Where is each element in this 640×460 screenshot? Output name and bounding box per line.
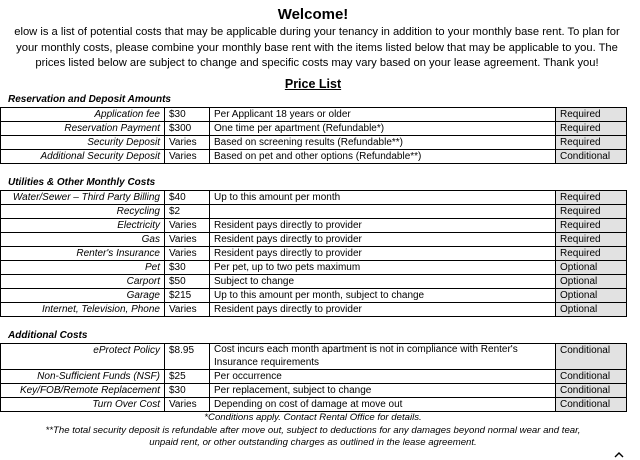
cost-price: $2 <box>165 205 210 219</box>
cost-status: Required <box>556 247 627 261</box>
cost-description: Resident pays directly to provider <box>210 303 556 317</box>
cost-description: Per pet, up to two pets maximum <box>210 261 556 275</box>
cost-description: Based on pet and other options (Refundable**) <box>210 150 556 164</box>
cost-status: Conditional <box>556 370 627 384</box>
table-row <box>1 261 627 275</box>
cost-status: Required <box>556 136 627 150</box>
table-row <box>1 398 627 412</box>
cost-name: Garage <box>1 289 165 303</box>
cost-status: Optional <box>556 275 627 289</box>
cost-price: Varies <box>165 150 210 164</box>
footnote-deposit-cont: unpaid rent, or other outstanding charges as outlined in the lease agreement. <box>149 437 477 448</box>
table-row <box>1 150 627 164</box>
price-list-heading: Price List <box>284 77 342 91</box>
cost-description: Up to this amount per month, subject to change <box>210 289 556 303</box>
cost-status: Required <box>556 205 627 219</box>
cost-description: Per occurrence <box>210 370 556 384</box>
cost-description: Resident pays directly to provider <box>210 219 556 233</box>
table-row <box>1 233 627 247</box>
cost-status: Conditional <box>556 398 627 412</box>
cost-name: Key/FOB/Remote Replacement <box>1 384 165 398</box>
table-row <box>1 303 627 317</box>
price-table <box>0 190 627 317</box>
cost-status: Required <box>556 191 627 205</box>
cost-name: Non-Sufficient Funds (NSF) <box>1 370 165 384</box>
cost-name: Gas <box>1 233 165 247</box>
table-row <box>1 205 627 219</box>
cost-price: $215 <box>165 289 210 303</box>
cost-price: $25 <box>165 370 210 384</box>
table-row <box>1 247 627 261</box>
cost-description: Resident pays directly to provider <box>210 233 556 247</box>
cost-status: Required <box>556 219 627 233</box>
footnote-deposit: **The total security deposit is refundable after move out, subject to deductions for any damages beyond normal wear and tear, <box>45 424 581 436</box>
cost-status: Optional <box>556 303 627 317</box>
cost-description: Based on screening results (Refundable**) <box>210 136 556 150</box>
table-row <box>1 122 627 136</box>
cost-price: Varies <box>165 136 210 150</box>
cost-status: Conditional <box>556 150 627 164</box>
cost-status: Optional <box>556 289 627 303</box>
cost-description: Depending on cost of damage at move out <box>210 398 556 412</box>
cost-price: Varies <box>165 303 210 317</box>
cost-price: $30 <box>165 108 210 122</box>
cost-price: $300 <box>165 122 210 136</box>
cost-name: Renter's Insurance <box>1 247 165 261</box>
cost-price: $40 <box>165 191 210 205</box>
cost-description: Cost incurs each month apartment is not in compliance with Renter's Insurance requirements <box>210 344 556 370</box>
footnote-conditions: *Conditions apply. Contact Rental Office for details. <box>204 412 422 423</box>
cost-name: Pet <box>1 261 165 275</box>
section-title: Reservation and Deposit Amounts <box>8 94 171 105</box>
cost-description: Up to this amount per month <box>210 191 556 205</box>
cost-name: Electricity <box>1 219 165 233</box>
cost-name: Turn Over Cost <box>1 398 165 412</box>
table-row <box>1 370 627 384</box>
cost-description: Per replacement, subject to change <box>210 384 556 398</box>
cost-status: Optional <box>556 261 627 275</box>
table-row <box>1 108 627 122</box>
intro-line: prices listed below are subject to change and specific costs may vary based on your lease agreement. Thank you! <box>35 57 599 69</box>
footnotes <box>0 412 626 450</box>
intro-paragraph <box>0 25 640 72</box>
price-table <box>0 107 627 164</box>
cost-name: Application fee <box>1 108 165 122</box>
cost-description <box>210 205 556 219</box>
table-row <box>1 384 627 398</box>
cost-name: eProtect Policy <box>1 344 165 370</box>
cost-description: One time per apartment (Refundable*) <box>210 122 556 136</box>
cost-name: Carport <box>1 275 165 289</box>
cost-name: Recycling <box>1 205 165 219</box>
table-row <box>1 275 627 289</box>
cost-price: Varies <box>165 398 210 412</box>
table-row <box>1 289 627 303</box>
cost-description: Per Applicant 18 years or older <box>210 108 556 122</box>
cost-price: Varies <box>165 247 210 261</box>
table-row <box>1 219 627 233</box>
cost-description: Subject to change <box>210 275 556 289</box>
cost-name: Water/Sewer – Third Party Billing <box>1 191 165 205</box>
table-row <box>1 344 627 370</box>
intro-line: elow is a list of potential costs that may be applicable during your tenancy in addition to your monthly base rent. To plan for <box>14 26 620 38</box>
cost-price: $50 <box>165 275 210 289</box>
cost-name: Reservation Payment <box>1 122 165 136</box>
cost-status: Conditional <box>556 344 627 370</box>
cost-description: Resident pays directly to provider <box>210 247 556 261</box>
cost-price: $30 <box>165 384 210 398</box>
table-row <box>1 136 627 150</box>
section-title: Additional Costs <box>8 330 88 341</box>
intro-line: your monthly costs, please combine your monthly base rent with the items listed below that may be applicable to you. The <box>16 41 618 54</box>
cost-price: $8.95 <box>165 344 210 370</box>
cost-status: Required <box>556 233 627 247</box>
table-row <box>1 191 627 205</box>
price-table <box>0 343 627 412</box>
cost-price: Varies <box>165 219 210 233</box>
cost-status: Required <box>556 122 627 136</box>
cost-name: Security Deposit <box>1 136 165 150</box>
cost-status: Required <box>556 108 627 122</box>
cost-name: Internet, Television, Phone <box>1 303 165 317</box>
cost-price: Varies <box>165 233 210 247</box>
section-title: Utilities & Other Monthly Costs <box>8 177 156 188</box>
chevron-up-icon[interactable] <box>614 450 624 460</box>
cost-price: $30 <box>165 261 210 275</box>
page-title: Welcome! <box>277 6 349 23</box>
cost-name: Additional Security Deposit <box>1 150 165 164</box>
cost-status: Conditional <box>556 384 627 398</box>
